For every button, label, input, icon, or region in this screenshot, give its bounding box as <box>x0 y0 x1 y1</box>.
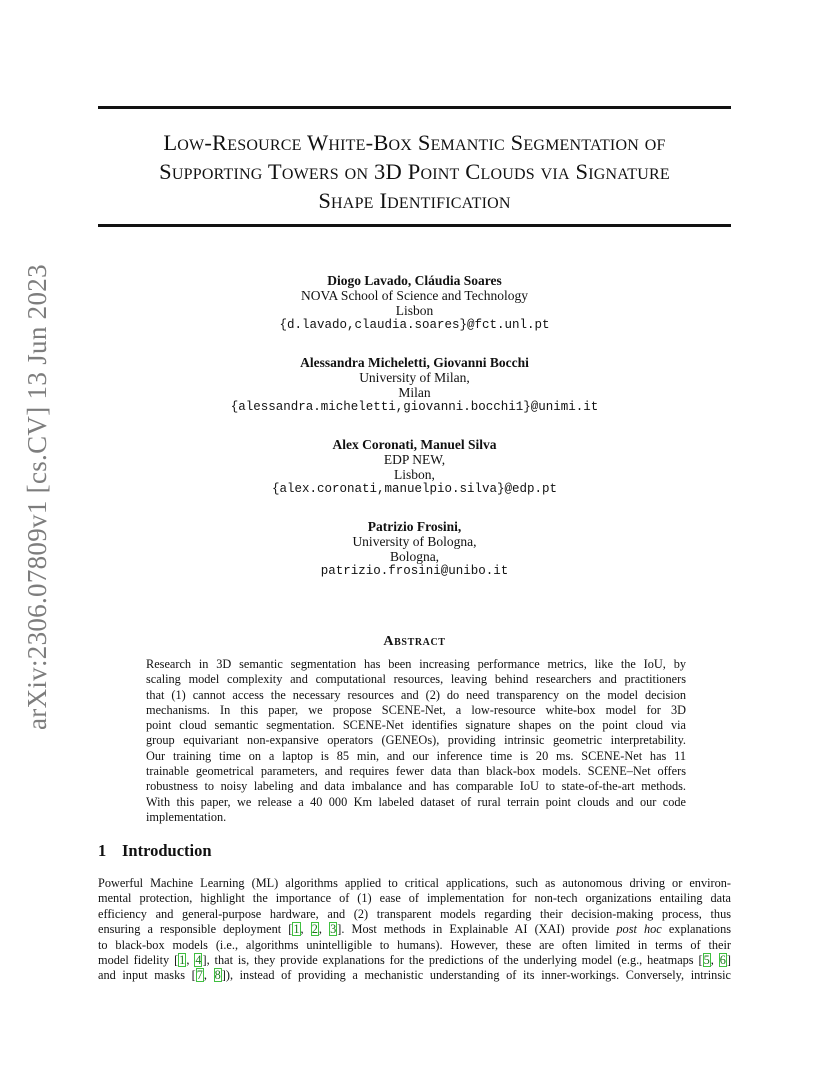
abstract-line: robustness to noisy labeling and data imbalance and has comparable IoU to state-of-the-art methods. <box>146 779 686 794</box>
title-rule-bottom <box>98 224 731 227</box>
author-names: Alex Coronati, Manuel Silva <box>332 437 497 452</box>
intro-text: ], that is, they provide explanations for the predictions of the underlying model (e.g., heatmaps [ <box>202 953 703 968</box>
introduction-body <box>98 876 731 984</box>
author-names: Alessandra Micheletti, Giovanni Bocchi <box>300 355 529 370</box>
title-line-1: Low-Resource White-Box Semantic Segmentation of <box>163 130 666 155</box>
title-rule-top <box>98 106 731 109</box>
abstract-line: point cloud semantic segmentation. SCENE-Net identifies signature shapes on the point cloud via <box>146 718 686 733</box>
title-line-3: Shape Identification <box>318 188 511 213</box>
section-heading-introduction <box>98 841 212 861</box>
author-city: Milan <box>398 385 431 400</box>
intro-line: Powerful Machine Learning (ML) algorithms applied to critical applications, such as autonomous driving or environ- <box>98 876 731 890</box>
citation-link[interactable]: 1 <box>179 953 186 968</box>
intro-line: efficiency and general-purpose hardware, and (2) transparent models regarding their decision-making process, thus <box>98 906 731 921</box>
title-line-2: Supporting Towers on 3D Point Clouds via Signature <box>159 159 670 184</box>
intro-emphasis: post hoc <box>616 922 662 937</box>
citation-link[interactable]: 7 <box>196 968 203 983</box>
intro-text: explanations <box>661 922 732 937</box>
abstract-line: Our training time on a laptop is 85 min, and our inference time is 20 ms. SCENE-Net has 11 <box>146 748 686 763</box>
author-block-3 <box>98 437 731 497</box>
intro-text: ensuring a responsible deployment [ <box>98 922 293 937</box>
author-email[interactable]: {d.lavado,claudia.soares}@fct.unl.pt <box>279 318 550 332</box>
author-city: Lisbon <box>395 303 434 318</box>
citation-link[interactable]: 6 <box>719 953 726 968</box>
section-title: Introduction <box>122 841 212 860</box>
abstract-line: implementation. <box>146 809 227 824</box>
intro-line: mental protection, highlight the importance of (1) ease of implementation for non-tech organizations entailing data <box>98 891 731 906</box>
abstract-body <box>146 657 686 825</box>
citation-link[interactable]: 3 <box>330 922 337 937</box>
abstract-line: that (1) cannot access the necessary resources and (2) do need transparency on the model decision <box>146 687 686 702</box>
intro-text: ]), instead of providing a mechanistic understanding of its inner-workings. Conversely, intrinsic <box>221 968 731 983</box>
intro-line: and input masks [7, 8]), instead of providing a mechanistic understanding of its inner-workings. Conversely, intrinsic <box>98 968 731 983</box>
intro-text: model fidelity [ <box>98 953 179 968</box>
intro-line: to black-box models (i.e., algorithms unintelligible to humans). However, these are often limited in terms of their <box>98 937 731 952</box>
abstract-line: group equivariant non-expansive operators (GENEOs), providing intrinsic geometric interpretability. <box>146 733 686 748</box>
citation-link[interactable]: 2 <box>311 922 318 937</box>
author-affiliation: NOVA School of Science and Technology <box>301 288 528 303</box>
author-affiliation: University of Bologna, <box>352 534 477 549</box>
intro-text: ] <box>726 953 731 968</box>
paper-title <box>98 128 731 215</box>
author-affiliation: University of Milan, <box>359 370 470 385</box>
citation-link[interactable]: 8 <box>214 968 221 983</box>
author-email[interactable]: {alex.coronati,manuelpio.silva}@edp.pt <box>271 482 558 496</box>
intro-text: and input masks [ <box>98 968 196 983</box>
abstract-heading: Abstract <box>383 634 446 649</box>
author-list <box>98 273 731 601</box>
citation-link[interactable]: 1 <box>293 922 300 937</box>
section-number: 1 <box>98 841 107 860</box>
author-block-4 <box>98 519 731 579</box>
author-names: Patrizio Frosini, <box>367 519 462 534</box>
citation-link[interactable]: 5 <box>703 953 710 968</box>
author-city: Bologna, <box>389 549 440 564</box>
author-email[interactable]: patrizio.frosini@unibo.it <box>320 564 509 578</box>
author-block-1 <box>98 273 731 333</box>
arxiv-stamp: arXiv:2306.07809v1 [cs.CV] 13 Jun 2023 <box>22 264 52 730</box>
author-names: Diogo Lavado, Cláudia Soares <box>327 273 502 288</box>
intro-line: model fidelity [1, 4], that is, they provide explanations for the predictions of the underlying model (e.g., heatmaps [5, 6] <box>98 953 731 968</box>
author-affiliation: EDP NEW, <box>383 452 446 467</box>
author-email[interactable]: {alessandra.micheletti,giovanni.bocchi1}@unimi.it <box>230 400 599 414</box>
abstract-line: mechanisms. In this paper, we propose SCENE-Net, a low-resource white-box model for 3D <box>146 702 686 717</box>
abstract-line: With this paper, we release a 40 000 Km labeled dataset of rural terrain point clouds and our code <box>146 794 686 809</box>
abstract-line: scaling model complexity and computational resources, leaving behind researchers and practitioners <box>146 672 686 687</box>
abstract-line: trainable geometrical parameters, and requires fewer data than black-box models. SCENE–Net offers <box>146 764 686 779</box>
author-block-2 <box>98 355 731 415</box>
author-city: Lisbon, <box>394 467 435 482</box>
abstract-line: Research in 3D semantic segmentation has been increasing performance metrics, like the IoU, by <box>146 657 686 671</box>
intro-text: ]. Most methods in Explainable AI (XAI) provide <box>337 922 617 937</box>
intro-line: ensuring a responsible deployment [1, 2, 3]. Most methods in Explainable AI (XAI) provide post hoc explanations <box>98 922 732 937</box>
citation-link[interactable]: 4 <box>195 953 202 968</box>
